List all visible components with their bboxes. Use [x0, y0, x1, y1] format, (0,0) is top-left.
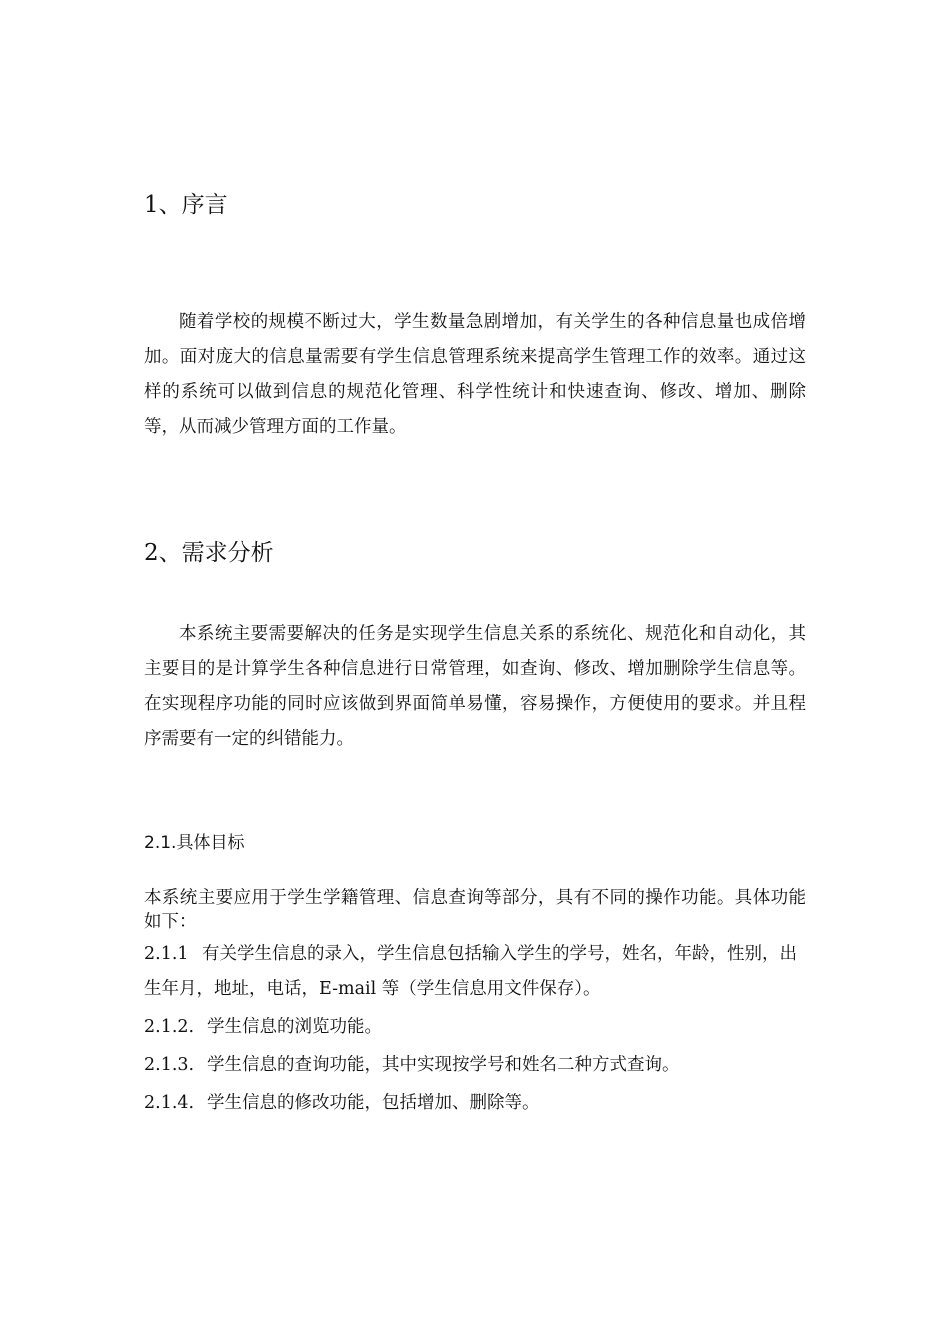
intro-paragraph: 随着学校的规模不断过大，学生数量急剧增加，有关学生的各种信息量也成倍增加。面对庞大的信息量需要有学生信息管理系统来提高学生管理工作的效率。通过这样的系统可以做到信息的规范化管理、科学性统计和快速查询、修改、增加、删除等，从而减少管理方面的工作量。	[144, 312, 806, 437]
goal-item-text: 学生信息的修改功能，包括增加、删除等。	[207, 1093, 540, 1113]
goals-intro: 本系统主要应用于学生学籍管理、信息查询等部分，具有不同的操作功能。具体功能如下：	[144, 888, 806, 932]
goal-item-text: 学生信息的查询功能，其中实现按学号和姓名二种方式查询。	[207, 1055, 680, 1075]
goals-heading: 2.1.具体目标	[144, 833, 245, 853]
goal-item-number: 2.1.2.	[144, 1017, 195, 1037]
goal-item-number: 2.1.1	[144, 944, 189, 964]
requirements-heading: 2、需求分析	[144, 540, 274, 566]
goal-item	[144, 1010, 806, 1045]
goal-item	[144, 937, 806, 1007]
goal-item	[144, 1086, 806, 1121]
goal-item-text: 有关学生信息的录入，学生信息包括输入学生的学号，姓名，年龄，性别，出生年月，地址，电话，E-mail 等（学生信息用文件保存）。	[144, 944, 797, 999]
goal-item-number: 2.1.4.	[144, 1093, 195, 1113]
requirements-paragraph: 本系统主要需要解决的任务是实现学生信息关系的系统化、规范化和自动化，其主要目的是计算学生各种信息进行日常管理，如查询、修改、增加删除学生信息等。在实现程序功能的同时应该做到界面简单易懂，容易操作，方便使用的要求。并且程序需要有一定的纠错能力。	[144, 624, 806, 749]
intro-heading: 1、序言	[144, 192, 228, 218]
goal-item-text: 学生信息的浏览功能。	[207, 1017, 382, 1037]
goal-item	[144, 1048, 806, 1083]
goal-item-number: 2.1.3.	[144, 1055, 195, 1075]
